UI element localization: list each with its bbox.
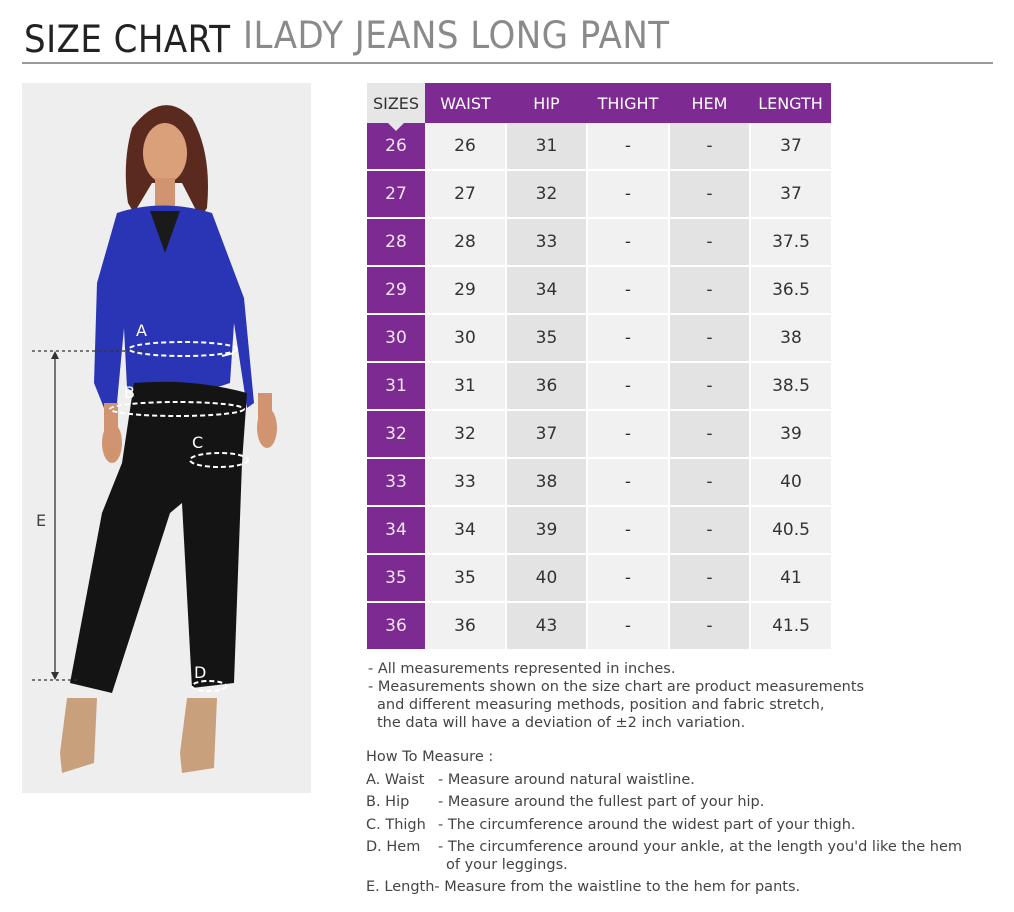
marker-e: E [36,511,47,530]
how-length: E. Length- Measure from the waistline to the hem for pants. [366,879,801,895]
cell-hip: 39 [506,506,587,554]
cell-hip: 43 [506,602,587,650]
table-row [367,314,831,362]
table-row [367,410,831,458]
cell-hip: 38 [506,458,587,506]
cell-hem: - [669,458,750,506]
note-line: - Measurements shown on the size chart are product measurements [368,679,865,695]
cell-length: 36.5 [750,266,831,314]
cell-size: 36 [367,602,425,650]
cell-thigh: - [587,266,669,314]
cell-waist: 36 [425,602,506,650]
cell-hem: - [669,506,750,554]
table-row [367,170,831,218]
table-row [367,362,831,410]
cell-size: 29 [367,266,425,314]
cell-size: 27 [367,170,425,218]
cell-length: 38 [750,314,831,362]
cell-hip: 35 [506,314,587,362]
cell-hem: - [669,602,750,650]
cell-size: 35 [367,554,425,602]
cell-waist: 35 [425,554,506,602]
cell-waist: 30 [425,314,506,362]
marker-c: C [192,433,204,452]
cell-waist: 33 [425,458,506,506]
how-label: B. Hip [366,794,410,810]
table-row [367,458,831,506]
cell-waist: 28 [425,218,506,266]
cell-size: 28 [367,218,425,266]
cell-size: 30 [367,314,425,362]
cell-length: 37 [750,123,831,170]
cell-length: 37 [750,170,831,218]
cell-thigh: - [587,218,669,266]
cell-hem: - [669,410,750,458]
cell-thigh: - [587,170,669,218]
cell-length: 37.5 [750,218,831,266]
cell-hip: 32 [506,170,587,218]
cell-size: 32 [367,410,425,458]
cell-waist: 29 [425,266,506,314]
note-line: - All measurements represented in inches. [368,661,676,677]
model-measurement-illustration [22,83,311,793]
table-header-row [367,83,831,123]
cell-thigh: - [587,458,669,506]
how-desc: - Measure around the fullest part of your hip. [438,794,765,810]
table-row [367,506,831,554]
how-desc: - The circumference around the widest part of your thigh. [438,816,856,833]
col-header-sizes: SIZES [367,83,425,123]
cell-length: 40 [750,458,831,506]
cell-waist: 32 [425,410,506,458]
table-row [367,218,831,266]
cell-hem: - [669,123,750,170]
product-name: ILADY JEANS LONG PANT [243,14,670,57]
cell-hip: 33 [506,218,587,266]
page-title: SIZE CHART [24,18,231,61]
col-header-hem: HEM [669,83,750,123]
cell-length: 38.5 [750,362,831,410]
cell-length: 41.5 [750,602,831,650]
cell-length: 39 [750,410,831,458]
col-header-thigh: THIGHT [587,83,669,123]
cell-thigh: - [587,362,669,410]
cell-waist: 34 [425,506,506,554]
how-label: D. Hem [366,839,421,855]
measurement-notes [368,660,864,732]
cell-hip: 37 [506,410,587,458]
cell-thigh: - [587,506,669,554]
how-label: C. Thigh [366,816,426,833]
cell-hem: - [669,554,750,602]
cell-hem: - [669,218,750,266]
cell-thigh: - [587,602,669,650]
cell-hem: - [669,266,750,314]
table-row [367,554,831,602]
cell-hem: - [669,362,750,410]
cell-hem: - [669,314,750,362]
cell-hip: 36 [506,362,587,410]
cell-thigh: - [587,123,669,170]
title-divider [22,62,993,64]
col-header-hip: HIP [506,83,587,123]
col-header-length: LENGTH [750,83,831,123]
cell-thigh: - [587,314,669,362]
cell-length: 40.5 [750,506,831,554]
cell-hip: 34 [506,266,587,314]
cell-size: 33 [367,458,425,506]
cell-thigh: - [587,554,669,602]
cell-thigh: - [587,410,669,458]
col-header-waist: WAIST [425,83,506,123]
marker-a: A [136,321,147,340]
cell-size: 26 [367,123,425,170]
cell-hip: 40 [506,554,587,602]
how-desc: - The circumference around your ankle, at the length you'd like the hem [438,839,963,855]
marker-d: D [194,663,207,682]
how-desc-cont: of your leggings. [446,857,568,873]
cell-size: 31 [367,362,425,410]
size-table [367,83,831,651]
cell-waist: 31 [425,362,506,410]
model-photo [22,83,311,793]
how-desc: - Measure around natural waistline. [438,771,695,788]
cell-hip: 31 [506,123,587,170]
cell-size: 34 [367,506,425,554]
cell-hem: - [669,170,750,218]
table-row [367,602,831,650]
table-row [367,266,831,314]
table-row [367,123,831,170]
how-label: A. Waist [366,771,425,788]
note-line: the data will have a deviation of ±2 inch variation. [377,715,746,731]
note-line: and different measuring methods, position and fabric stretch, [377,697,825,713]
cell-waist: 26 [425,123,506,170]
how-heading: How To Measure : [366,749,494,765]
cell-length: 41 [750,554,831,602]
cell-waist: 27 [425,170,506,218]
marker-b: B [124,383,135,402]
